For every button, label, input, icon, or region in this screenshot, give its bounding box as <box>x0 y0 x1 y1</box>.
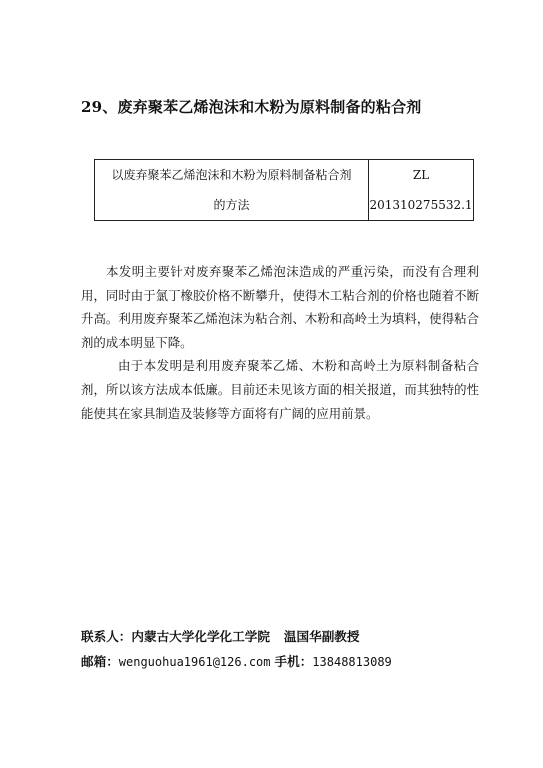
patent-name-cell <box>95 160 369 221</box>
contact-label: 联系人： <box>81 629 132 644</box>
contact-info-row <box>81 649 521 675</box>
contact-person-row <box>81 624 521 649</box>
patent-type: ZL <box>412 168 430 182</box>
body-paragraph-1: 本发明主要针对废弃聚苯乙烯泡沫造成的严重污染，而没有合理利用，同时由于氯丁橡胶价格不断攀升，使得木工粘合剂的价格也随着不断升高。利用废弃聚苯乙烯泡沫为粘合剂、木粉和高岭土为填料，使得粘合剂的成本明显下降。 <box>81 264 479 350</box>
contact-person: 温国华副教授 <box>283 629 360 644</box>
contact-block <box>81 624 521 675</box>
patent-name-line2: 的方法 <box>213 198 250 212</box>
patent-row <box>95 160 474 221</box>
patent-number-cell <box>369 160 474 221</box>
body-text <box>81 260 479 425</box>
patent-number: 201310275532.1 <box>369 198 473 212</box>
body-paragraph-2: 由于本发明是利用废弃聚苯乙烯、木粉和高岭土为原料制备粘合剂，所以该方法成本低廉。目前还未见该方面的相关报道，而其独特的性能使其在家具制造及装修等方面将有广阔的应用前景。 <box>81 358 479 421</box>
email-link[interactable]: wenguohua1961@126.com <box>118 655 271 669</box>
contact-organization: 内蒙古大学化学化工学院 <box>131 629 270 644</box>
patent-name-line1: 以废弃聚苯乙烯泡沫和木粉为原料制备粘合剂 <box>111 168 352 182</box>
patent-table <box>94 159 474 221</box>
section-title: 29、废弃聚苯乙烯泡沫和木粉为原料制备的粘合剂 <box>81 98 422 116</box>
phone-label: 手机： <box>274 654 313 669</box>
email-label: 邮箱： <box>81 654 119 669</box>
phone-number: 13848813089 <box>312 655 392 669</box>
